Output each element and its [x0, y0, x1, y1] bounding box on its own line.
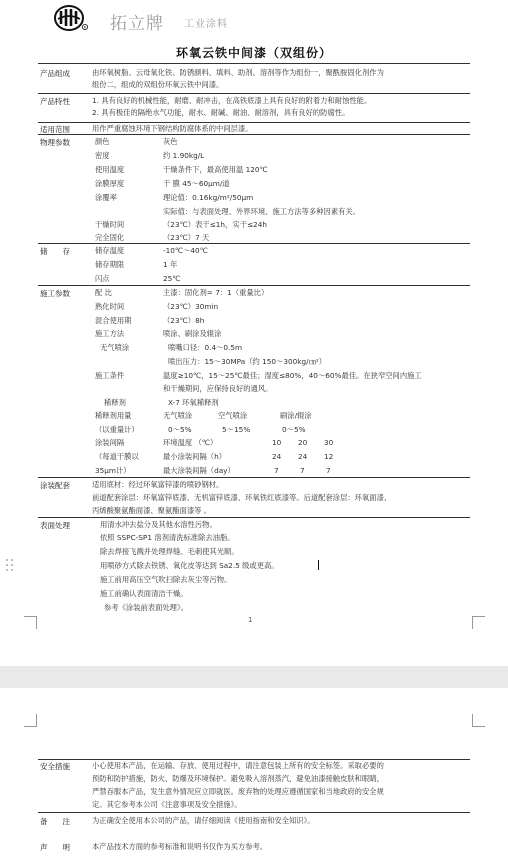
- param-value: 主漆：固化剂= 7：1（重量比）: [163, 288, 269, 297]
- surface-step: 除去焊接飞溅并处理焊缝、毛刺使其光顺。: [100, 547, 239, 556]
- param-key-note: （以重量计）: [95, 425, 139, 434]
- svg-text:R: R: [83, 25, 87, 30]
- document-title: 环氧云铁中间漆（双组份）: [175, 46, 332, 60]
- section-label-safety: 安全措施: [40, 762, 70, 771]
- section-label-statement: 声 明: [40, 843, 70, 852]
- param-value: 实际值：与表面处理、外界环境、施工方法等多种因素有关。: [163, 207, 361, 216]
- thinner-col-head: 刷涂/辊涂: [280, 411, 312, 420]
- param-value: （23℃）7 天: [163, 233, 210, 242]
- table-rule: [38, 517, 470, 518]
- company-logo-icon: [54, 4, 88, 32]
- surface-step: 依照 SSPC-SP1 溶剂清洗标准除去油脂。: [100, 533, 235, 542]
- param-key-note: 35μm计）: [95, 466, 131, 475]
- param-value: 和干燥期间，应保持良好的通风。: [163, 384, 273, 393]
- param-key: 涂装间隔: [95, 438, 125, 447]
- surface-step: 用清水冲去盐分及其他水溶性污物。: [100, 520, 217, 529]
- param-value: 干 膜 45～60μm/道: [163, 179, 230, 188]
- param-key: 涂覆率: [95, 193, 117, 202]
- scope-text: 用作严重腐蚀环境下钢结构防腐体系的中间层漆。: [92, 124, 253, 133]
- system-text: 丙烯酸聚氨酯面漆、聚氨酯面漆等 。: [92, 506, 212, 515]
- section-label-system: 涂装配套: [40, 481, 70, 490]
- param-key-note: （每道干膜以: [95, 452, 139, 461]
- table-rule: [38, 243, 470, 244]
- thinner-col-value: 0～5%: [168, 425, 192, 434]
- interval-temp: 10: [272, 438, 282, 447]
- brand-subtitle: 工业涂料: [184, 19, 228, 30]
- param-key: 涂膜厚度: [95, 179, 125, 188]
- crop-mark: [472, 714, 485, 727]
- param-value: X-7 环氧稀释剂: [168, 398, 219, 407]
- table-rule: [38, 285, 470, 286]
- page-number: 1: [248, 616, 253, 624]
- param-value: 喷涂、刷涂及辊涂: [163, 329, 222, 338]
- param-value: 25℃: [163, 274, 181, 283]
- interval-temp: 20: [298, 438, 308, 447]
- brand-name: 拓立牌: [110, 14, 164, 34]
- drag-handle-icon[interactable]: [6, 559, 15, 573]
- crop-mark: [24, 714, 37, 727]
- surface-step: 施工前确认表面清洁干燥。: [100, 589, 188, 598]
- section-label-features: 产品特性: [40, 97, 70, 106]
- table-rule: [38, 477, 470, 478]
- thinner-col-value: 0～5%: [282, 425, 306, 434]
- interval-row-label: 最大涂装间隔（day）: [163, 466, 235, 475]
- safety-text: 严禁吞服本产品，发生意外情况应立即就医。废弃物的处理应遵循国家和当地政府的安全规: [92, 787, 384, 796]
- param-value: 喷嘴口径：0.4～0.5m: [168, 343, 243, 352]
- section-label-scope: 适用范围: [40, 125, 70, 134]
- param-key: 施工方法: [95, 329, 125, 338]
- interval-row-label: 最小涂装间隔（h）: [163, 452, 226, 461]
- statement-text: 本产品技术方面的参考标准和说明书仅作为买方参考。: [92, 842, 268, 851]
- param-key: 完全固化: [95, 233, 125, 242]
- param-key: 稀释剂用量: [95, 411, 132, 420]
- param-key: 使用温度: [95, 165, 125, 174]
- param-key: 储存期限: [95, 260, 125, 269]
- param-key: 闪点: [95, 274, 110, 283]
- param-key: 稀释剂: [104, 398, 126, 407]
- param-value: 温度≥10℃，15～25℃最佳；湿度≤80%，40～60%最佳。在狭窄空间内施工: [163, 371, 422, 380]
- composition-text: 由环氧树脂、云母氧化铁、防锈颜料、填料、助剂、溶剂等作为组份一，聚酰胺固化剂作为: [92, 68, 384, 77]
- section-label-composition: 产品组成: [40, 69, 70, 78]
- table-rule: [38, 812, 470, 813]
- param-value: -10℃～40℃: [163, 246, 208, 255]
- param-key: 施工条件: [95, 371, 125, 380]
- section-label-surface: 表面处理: [40, 521, 70, 530]
- system-text: 前道配套涂层：环氧富锌底漆、无机富锌底漆、环氧铁红底漆等。后道配套涂层：环氧面漆、: [92, 493, 392, 502]
- param-key: 干燥时间: [95, 220, 125, 229]
- interval-min-value: 24: [298, 452, 308, 461]
- section-label-storage: 储 存: [40, 247, 70, 256]
- param-value: 灰色: [163, 137, 178, 146]
- feature-item: 1. 具有良好的机械性能，耐磨、耐冲击，在高铁底漆上具有良好的附着力和耐蚀性能。: [92, 96, 372, 105]
- safety-text: 预防和防护措施，防火、防爆及环境保护。避免吸入溶剂蒸汽，避免油漆接触皮肤和眼睛，: [92, 774, 384, 783]
- interval-max-value: 7: [300, 466, 305, 475]
- feature-item: 2. 具有极佳的隔绝水气功能，耐水、耐碱、耐油、耐溶剂，具有良好的防腐性。: [92, 108, 350, 117]
- system-text: 适用底材：经过环氧富锌漆的喷砂钢材。: [92, 480, 224, 489]
- param-key: 颜色: [95, 137, 110, 146]
- param-value: 理论值：0.16kg/m²/50μm: [163, 193, 254, 202]
- thinner-col-head: 无气喷涂: [163, 411, 193, 420]
- param-value: （23℃）30min: [163, 302, 219, 311]
- param-value: 干燥条件下，最高使用温 120℃: [163, 165, 268, 174]
- thinner-col-value: 5～15%: [222, 425, 251, 434]
- interval-head: 环境温度 （℃）: [163, 438, 218, 447]
- page-header: [54, 4, 474, 34]
- surface-step: 施工前用高压空气吹扫除去灰尘等污物。: [100, 575, 232, 584]
- param-key: 配 比: [95, 288, 112, 297]
- interval-min-value: 24: [272, 452, 282, 461]
- crop-mark: [472, 616, 485, 629]
- crop-mark: [24, 616, 37, 629]
- safety-text: 小心使用本产品，在运输、存放、使用过程中，请注意包装上所有的安全标签。采取必要的: [92, 761, 384, 770]
- remark-text: 为正确安全使用本公司的产品，请仔细阅读《使用指南和安全知识》。: [92, 816, 315, 825]
- param-key: 储存温度: [95, 246, 125, 255]
- param-value: （23℃）8h: [163, 316, 205, 325]
- safety-text: 定。其它参考本公司《注意事项及安全措施》。: [92, 800, 242, 809]
- surface-step: 用喷砂方式除去铁锈、氧化皮等达到 Sa2.5 级或更高。: [100, 561, 279, 570]
- document-page-2: [0, 688, 508, 863]
- text-cursor[interactable]: [318, 560, 319, 570]
- interval-max-value: 7: [274, 466, 279, 475]
- param-value: 喷出压力：15～30MPa（约 150～300kg/㎝²）: [168, 357, 327, 366]
- table-rule: [38, 63, 470, 64]
- section-label-application: 施工参数: [40, 289, 70, 298]
- param-value: 1 年: [163, 260, 178, 269]
- composition-text: 组份二，组成的双组份环氧云铁中间漆。: [92, 80, 224, 89]
- interval-min-value: 12: [324, 452, 334, 461]
- thinner-col-head: 空气喷涂: [218, 411, 248, 420]
- section-label-physical: 物理参数: [40, 138, 70, 147]
- table-rule: [38, 93, 470, 94]
- param-key: 熟化时间: [95, 302, 125, 311]
- param-key: 混合使用期: [95, 316, 132, 325]
- table-rule: [38, 134, 470, 135]
- interval-max-value: 7: [326, 466, 331, 475]
- param-value: （23℃）表干≤1h，实干≤24h: [163, 220, 267, 229]
- surface-step: 参考《涂装前表面处理》。: [104, 603, 188, 612]
- param-key: 密度: [95, 151, 110, 160]
- param-key: 无气喷涂: [100, 343, 130, 352]
- param-value: 约 1.90kg/L: [163, 151, 205, 160]
- section-label-remark: 备 注: [40, 817, 70, 826]
- interval-temp: 30: [324, 438, 334, 447]
